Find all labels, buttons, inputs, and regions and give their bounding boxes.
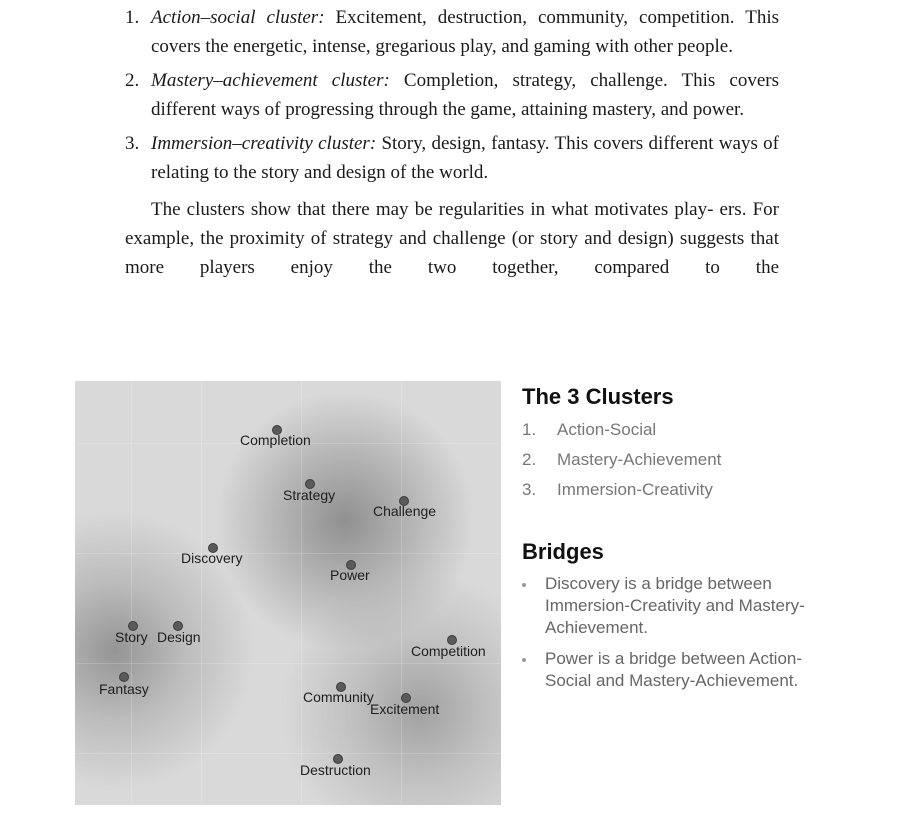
bridges-title: Bridges bbox=[522, 539, 604, 564]
bullet-icon bbox=[522, 658, 526, 662]
bridge-line: Social and Mastery-Achievement. bbox=[545, 671, 799, 690]
list-term: Action–social cluster: bbox=[151, 7, 325, 28]
bridge-line: Discovery is a bridge between bbox=[545, 574, 772, 593]
bridge-item bbox=[522, 648, 852, 694]
list-number: 2. bbox=[125, 70, 140, 91]
bridge-line: Immersion-Creativity and Mastery- bbox=[545, 596, 805, 615]
clusters-list bbox=[522, 420, 822, 510]
list-item bbox=[125, 3, 779, 61]
list-text: Excitement, destruction, community, competition. This covers the energetic, intense, gregarious play, and gaming with other people. bbox=[151, 7, 779, 57]
list-term: Immersion–creativity cluster: bbox=[151, 133, 377, 154]
label-strategy: Strategy bbox=[283, 487, 336, 503]
label-story: Story bbox=[115, 629, 148, 645]
grid-line bbox=[75, 553, 501, 554]
list-number: 3. bbox=[125, 133, 140, 154]
bullet-icon bbox=[522, 583, 526, 587]
list-text: Completion, strategy, challenge. This covers different ways of progressing through the game, attaining mastery, and power. bbox=[151, 70, 779, 120]
motivation-map bbox=[75, 381, 501, 805]
cluster-number: 2. bbox=[522, 450, 537, 469]
cluster-label: Mastery-Achievement bbox=[557, 450, 722, 469]
label-destruction: Destruction bbox=[300, 762, 371, 778]
label-power: Power bbox=[330, 567, 370, 583]
label-excitement: Excitement bbox=[370, 701, 440, 717]
grid-line bbox=[75, 663, 501, 664]
body-text bbox=[125, 3, 779, 282]
bridge-line: Achievement. bbox=[545, 618, 648, 637]
list-text: Story, design, fantasy. This covers different ways of relating to the story and design of the world. bbox=[151, 133, 779, 183]
grid-line bbox=[401, 381, 402, 805]
list-number: 1. bbox=[125, 7, 140, 28]
cluster-number: 1. bbox=[522, 420, 537, 439]
cluster-number: 3. bbox=[522, 480, 537, 499]
label-competition: Competition bbox=[411, 643, 486, 659]
label-fantasy: Fantasy bbox=[99, 681, 149, 697]
list-term: Mastery–achievement cluster: bbox=[151, 70, 390, 91]
label-community: Community bbox=[303, 689, 374, 705]
grid-line bbox=[201, 381, 202, 805]
bridge-line: Power is a bridge between Action- bbox=[545, 649, 803, 668]
cluster-label: Action-Social bbox=[557, 420, 657, 439]
label-discovery: Discovery bbox=[181, 550, 243, 566]
label-completion: Completion bbox=[240, 432, 311, 448]
grid-line bbox=[75, 753, 501, 754]
bridges-list bbox=[522, 573, 852, 693]
clusters-title: The 3 Clusters bbox=[522, 384, 674, 409]
grid-line bbox=[131, 381, 132, 805]
label-challenge: Challenge bbox=[373, 503, 437, 519]
list-item bbox=[125, 66, 779, 124]
bridge-item bbox=[522, 573, 852, 643]
label-design: Design bbox=[157, 629, 201, 645]
cluster-label: Immersion-Creativity bbox=[557, 480, 713, 499]
list-item bbox=[125, 129, 779, 187]
body-paragraph: The clusters show that there may be regularities in what motivates play- ers. For example, the proximity of strategy and challenge (or story and design) suggests that more players enjoy the two together, compared to the bbox=[125, 199, 779, 278]
